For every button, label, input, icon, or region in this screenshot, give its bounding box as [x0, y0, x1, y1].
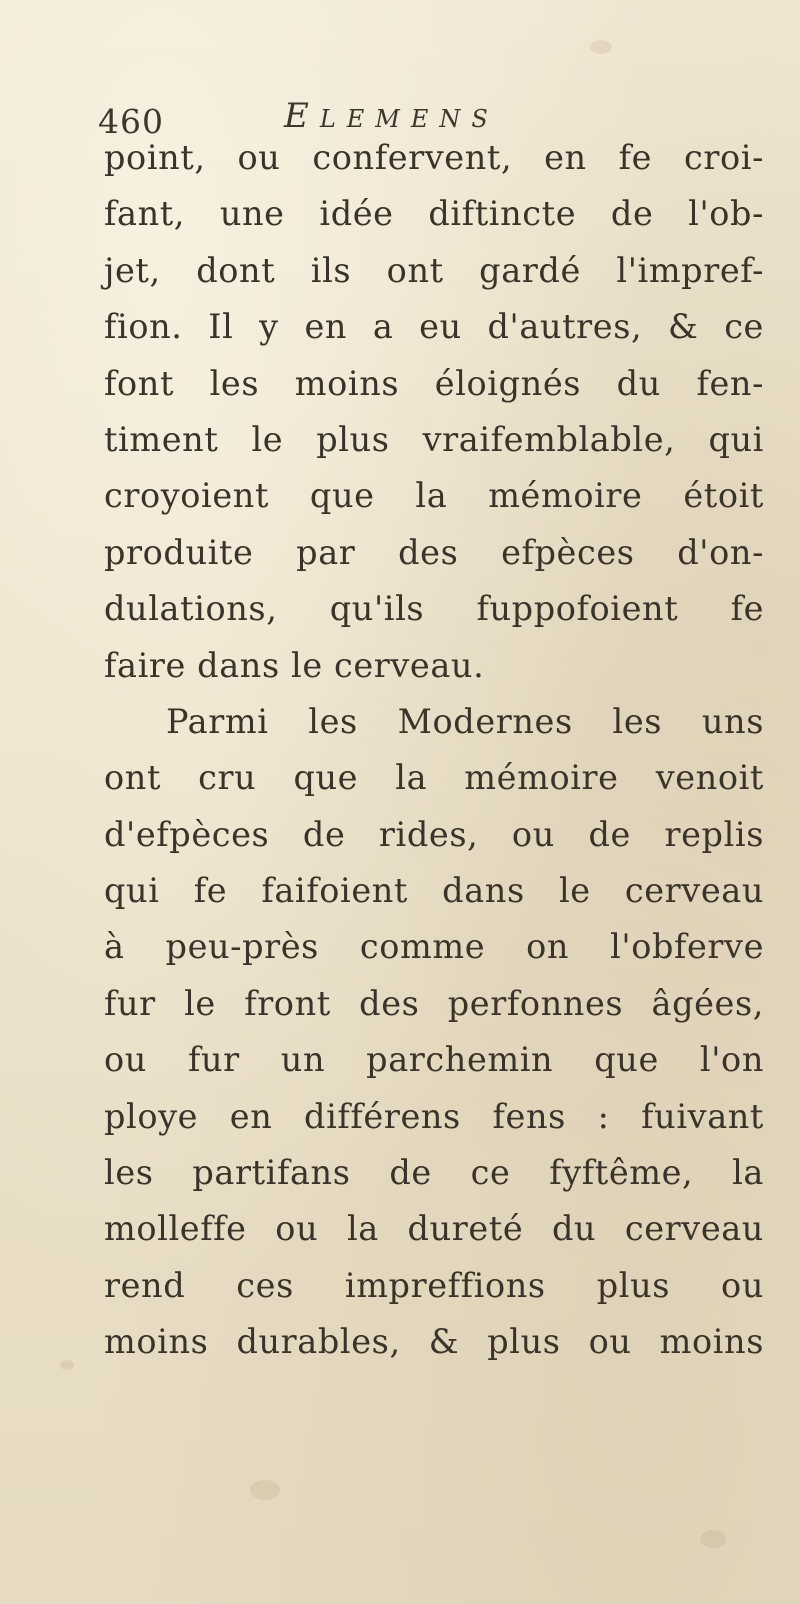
text-line: croyoient que la mémoire étoit [104, 476, 764, 516]
foxing-spot [590, 40, 612, 54]
text-line: molleffe ou la dureté du cerveau [104, 1209, 764, 1249]
text-line: les partifans de ce fyftême, la [104, 1153, 764, 1193]
text-line: font les moins éloignés du fen- [104, 363, 764, 403]
text-line: ont cru que la mémoire venoit [104, 758, 764, 798]
text-line: ploye en différens fens : fuivant [104, 1096, 764, 1136]
text-line: qui fe faifoient dans le cerveau [104, 871, 764, 911]
text-line: jet, dont ils ont gardé l'impref- [104, 250, 764, 290]
text-line: timent le plus vraifemblable, qui [104, 419, 764, 459]
page-number: 460 [98, 102, 164, 141]
text-line: ou fur un parchemin que l'on [104, 1040, 764, 1080]
text-line: rend ces impreffions plus ou [104, 1265, 764, 1305]
body-text [104, 130, 764, 1371]
foxing-spot [700, 1530, 726, 1548]
text-line: moins durables, & plus ou moins [104, 1322, 764, 1362]
text-line: fant, une idée diftincte de l'ob- [104, 194, 764, 234]
text-line: à peu-près comme on l'obferve [104, 927, 764, 967]
text-line: produite par des efpèces d'on- [104, 532, 764, 572]
text-line: faire dans le cerveau. [104, 645, 485, 685]
text-line: d'efpèces de rides, ou de replis [104, 814, 764, 854]
paragraph-start-line: Parmi les Modernes les uns [166, 701, 764, 741]
text-line: dulations, qu'ils fuppofoient fe [104, 589, 764, 629]
foxing-spot [60, 1360, 74, 1370]
running-title: Elemens [284, 96, 499, 136]
text-line: fion. Il y en a eu d'autres, & ce [104, 307, 764, 347]
foxing-spot [250, 1480, 280, 1500]
text-line: point, ou confervent, en fe croi- [104, 138, 764, 177]
text-line: fur le front des perfonnes âgées, [104, 983, 764, 1023]
